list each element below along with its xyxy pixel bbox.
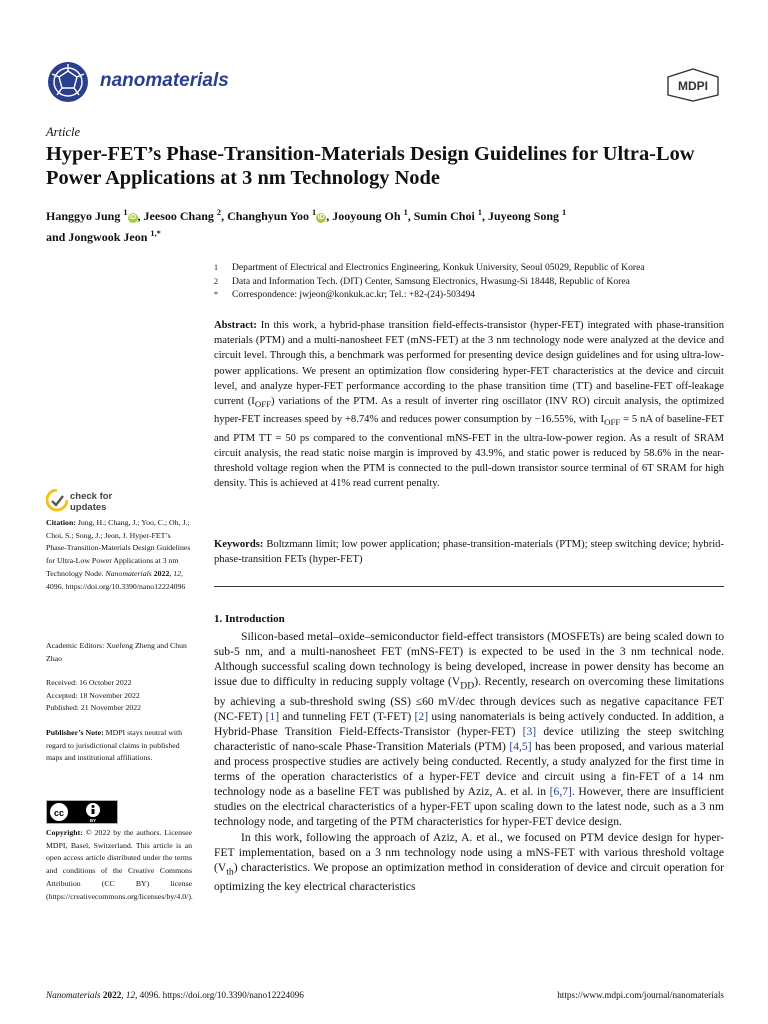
author-affiliation-mark: 2: [216, 208, 222, 217]
cc-by-license-icon[interactable]: [46, 800, 118, 824]
orcid-icon[interactable]: iD: [129, 214, 137, 221]
svg-text:MDPI: MDPI: [678, 79, 708, 93]
footer-citation: Nanomaterials 2022, 12, 4096. https://doi.org/10.3390/nano12224096: [46, 990, 304, 1000]
accepted-date: Accepted: 18 November 2022: [46, 690, 140, 700]
intro-paragraph-2: In this work, following the approach of Aziz, A. et al., we focused on PTM device design for hyper-FET implementation, based on a 3 nm technology node using a mNS-FET with various threshold voltage $(V_{th})$ characteristics. We propose an optimization method in consideration of device and circuit operation for optimizing the key electrical characteristics: [214, 830, 724, 894]
author-affiliation-mark: 1: [562, 208, 567, 217]
footer-journal-url[interactable]: https://www.mdpi.com/journal/nanomaterials: [557, 990, 724, 1000]
svg-text:cc: cc: [53, 808, 65, 818]
author-affiliation-mark: 1: [477, 208, 482, 217]
author-affiliation-mark: 1: [403, 208, 408, 217]
affiliation-2: 2 Data and Information Tech. (DIT) Center, Samsung Electronics, Hwasung-Si 18448, Republic of Korea: [214, 275, 630, 287]
intro-paragraph-1: Silicon-based metal–oxide–semiconductor field-effect transistors (MOSFETs) are being scaled down to sub-5 nm, and a multi-nanosheet FET (mNS-FET) is expected to be used in the 3 nm technical node. Although successful scaling down technology is being developed, increase in power density has become an issue due to difficulty in reducing supply voltage $(V_{DD})$. Recently, research on overcoming these limitations by achieving a sub-threshold swing (SS) ≤60 mV/dec through devices such as negative capacitance FET (NC-FET) [1] and tunneling FET (T-FET) [2] using nanomaterials is being actively conducted. In addition, a Hybrid-Phase Transition Field-Effects-Transistor (hyper-FET) [3] device utilizing the steep switching characteristic of nano-scale Phase-Transition Materials (PTM) [4,5] has been proposed, and various material and process prospective studies are actively being conducted. Recently, a study analyzed for the first time in terms of the operation characteristics of a hyper-FET device and circuit using a fin-FET of a 14 nm technology node as a baseline FET was published by Aziz, A. et al. in [6,7]. However, there are insufficient studies on the electrical characteristics of a hyper-FET upon scaling down to the latest node, such as a 3 nm technology node, and targeting of the PTM characteristics for hyper-FET device design.: [214, 630, 725, 829]
citation-link[interactable]: [3]: [522, 724, 537, 738]
journal-name[interactable]: nanomaterials: [100, 70, 229, 91]
author-name: Jeesoo Chang: [143, 209, 217, 223]
author-name: Sumin Choi: [413, 209, 478, 223]
correspondence: * Correspondence: jwjeon@konkuk.ac.kr; Tel.: +82-(24)-503494: [214, 289, 476, 300]
author-name: Juyeong Song: [487, 209, 562, 223]
author-name: Changhyun Yoo: [227, 209, 313, 223]
orcid-icon[interactable]: iD: [317, 214, 325, 221]
keywords: Keywords: Boltzmann limit; low power application; phase-transition-materials (PTM); steep switching device; hybrid-phase-transition FETs (hyper-FET): [214, 539, 724, 566]
section-heading: 1. Introduction: [214, 613, 285, 625]
introduction-body: [214, 629, 724, 894]
affiliation-1: 1 Department of Electrical and Electronics Engineering, Konkuk University, Seoul 05029, Republic of Korea: [214, 262, 645, 273]
published-date: Published: 21 November 2022: [46, 703, 142, 713]
author-affiliation-mark: 1,*: [150, 229, 161, 238]
author-name: Jooyoung Oh: [332, 209, 404, 223]
citation-block: Citation: Jung, H.; Chang, J.; Yoo, C.; Oh, J.; Choi, S.; Song, J.; Jeon, J. Hyper-FET’s Phase-Transition-Materials Design Guidelines for Ultra-Low Power Applications at 3 nm Technology Node. Nanomaterials 2022, 12, 4096. https://doi.org/10.3390/nano12224096: [46, 518, 191, 591]
citation-link[interactable]: [1]: [265, 709, 280, 723]
academic-editors: Academic Editors: Xuefeng Zheng and Chun Zhao: [46, 641, 187, 663]
article-type: Article: [46, 125, 81, 139]
author-list: Hanggyo Jung $^1$iD , Jeesoo Chang $^2$, Changhyun Yoo $^1$iD , Jooyoung Oh $^1$, Sumin Choi $^1$, Juyeong Song $^1$ and Jongwook Jeon $^{1,*}$: [46, 208, 567, 244]
paper-title: Hyper-FET’s Phase-Transition-Materials Design Guidelines for Ultra-Low Power Applications at 3 nm Technology Node: [46, 143, 695, 189]
author-affiliation-mark: 1: [312, 208, 317, 217]
author-name: Hanggyo Jung: [46, 209, 124, 223]
citation-link[interactable]: [2]: [414, 709, 429, 723]
citation-link[interactable]: [6,7]: [549, 785, 572, 799]
svg-text:BY: BY: [89, 818, 97, 823]
dates: [46, 677, 192, 715]
author-affiliation-mark: 1: [123, 208, 128, 217]
author-name: and Jongwook Jeon: [46, 230, 151, 244]
copyright-notice: Copyright: © 2022 by the authors. Licensee MDPI, Basel, Switzerland. This article is an open access article distributed under the terms and conditions of the Creative Commons Attribution (CC BY) license (https://creativecommons.org/licenses/by/4.0/).: [46, 828, 193, 901]
check-updates-icon: [46, 489, 68, 515]
journal-logo-icon: [46, 60, 90, 104]
citation-link[interactable]: [4,5]: [509, 739, 532, 753]
affiliations: [214, 261, 726, 302]
abstract: Abstract: In this work, a hybrid-phase transition field-effects-transistor (hyper-FET) integrated with phase-transition materials (PTM) and a multi-nanosheet FET (mNS-FET) at the 3 nm technology node were analyzed at the device and circuit level. Through this, a benchmark was performed for presenting device design guidelines and for using ultra-low-power applications. We present an optimization flow considering hyper-FET characteristics at the device and circuit level, and analyze hyper-FET performance according to the phase transition time (TT) and baseline-FET off-leakage current $(I_{OFF})$ variations of the PTM. As a result of inverter ring oscillator (INV RO) circuit analysis, the optimized hyper-FET increases speed by +8.74% and reduces power consumption by −16.55%, with $I_{OFF} = 5$ nA of baseline-FET and PTM TT = 50 ps compared to the conventional mNS-FET in the ultra-low-power region. As a result of SRAM circuit analysis, the read static noise margin is improved by 43.9%, and static power is reduced by 58.6% in the near-threshold voltage region when the PTM is connected to the pull-down transistor source terminal of 6T SRAM for high density. This is achieved at 41% read current penalty.: [214, 320, 724, 490]
section-divider: [214, 586, 724, 587]
mdpi-logo-icon: [666, 68, 720, 102]
publishers-note: Publisher’s Note: MDPI stays neutral with regard to jurisdictional claims in published maps and institutional affiliations.: [46, 728, 183, 763]
check-for-updates-button[interactable]: check for updates: [46, 489, 176, 519]
received-date: Received: 16 October 2022: [46, 678, 132, 687]
